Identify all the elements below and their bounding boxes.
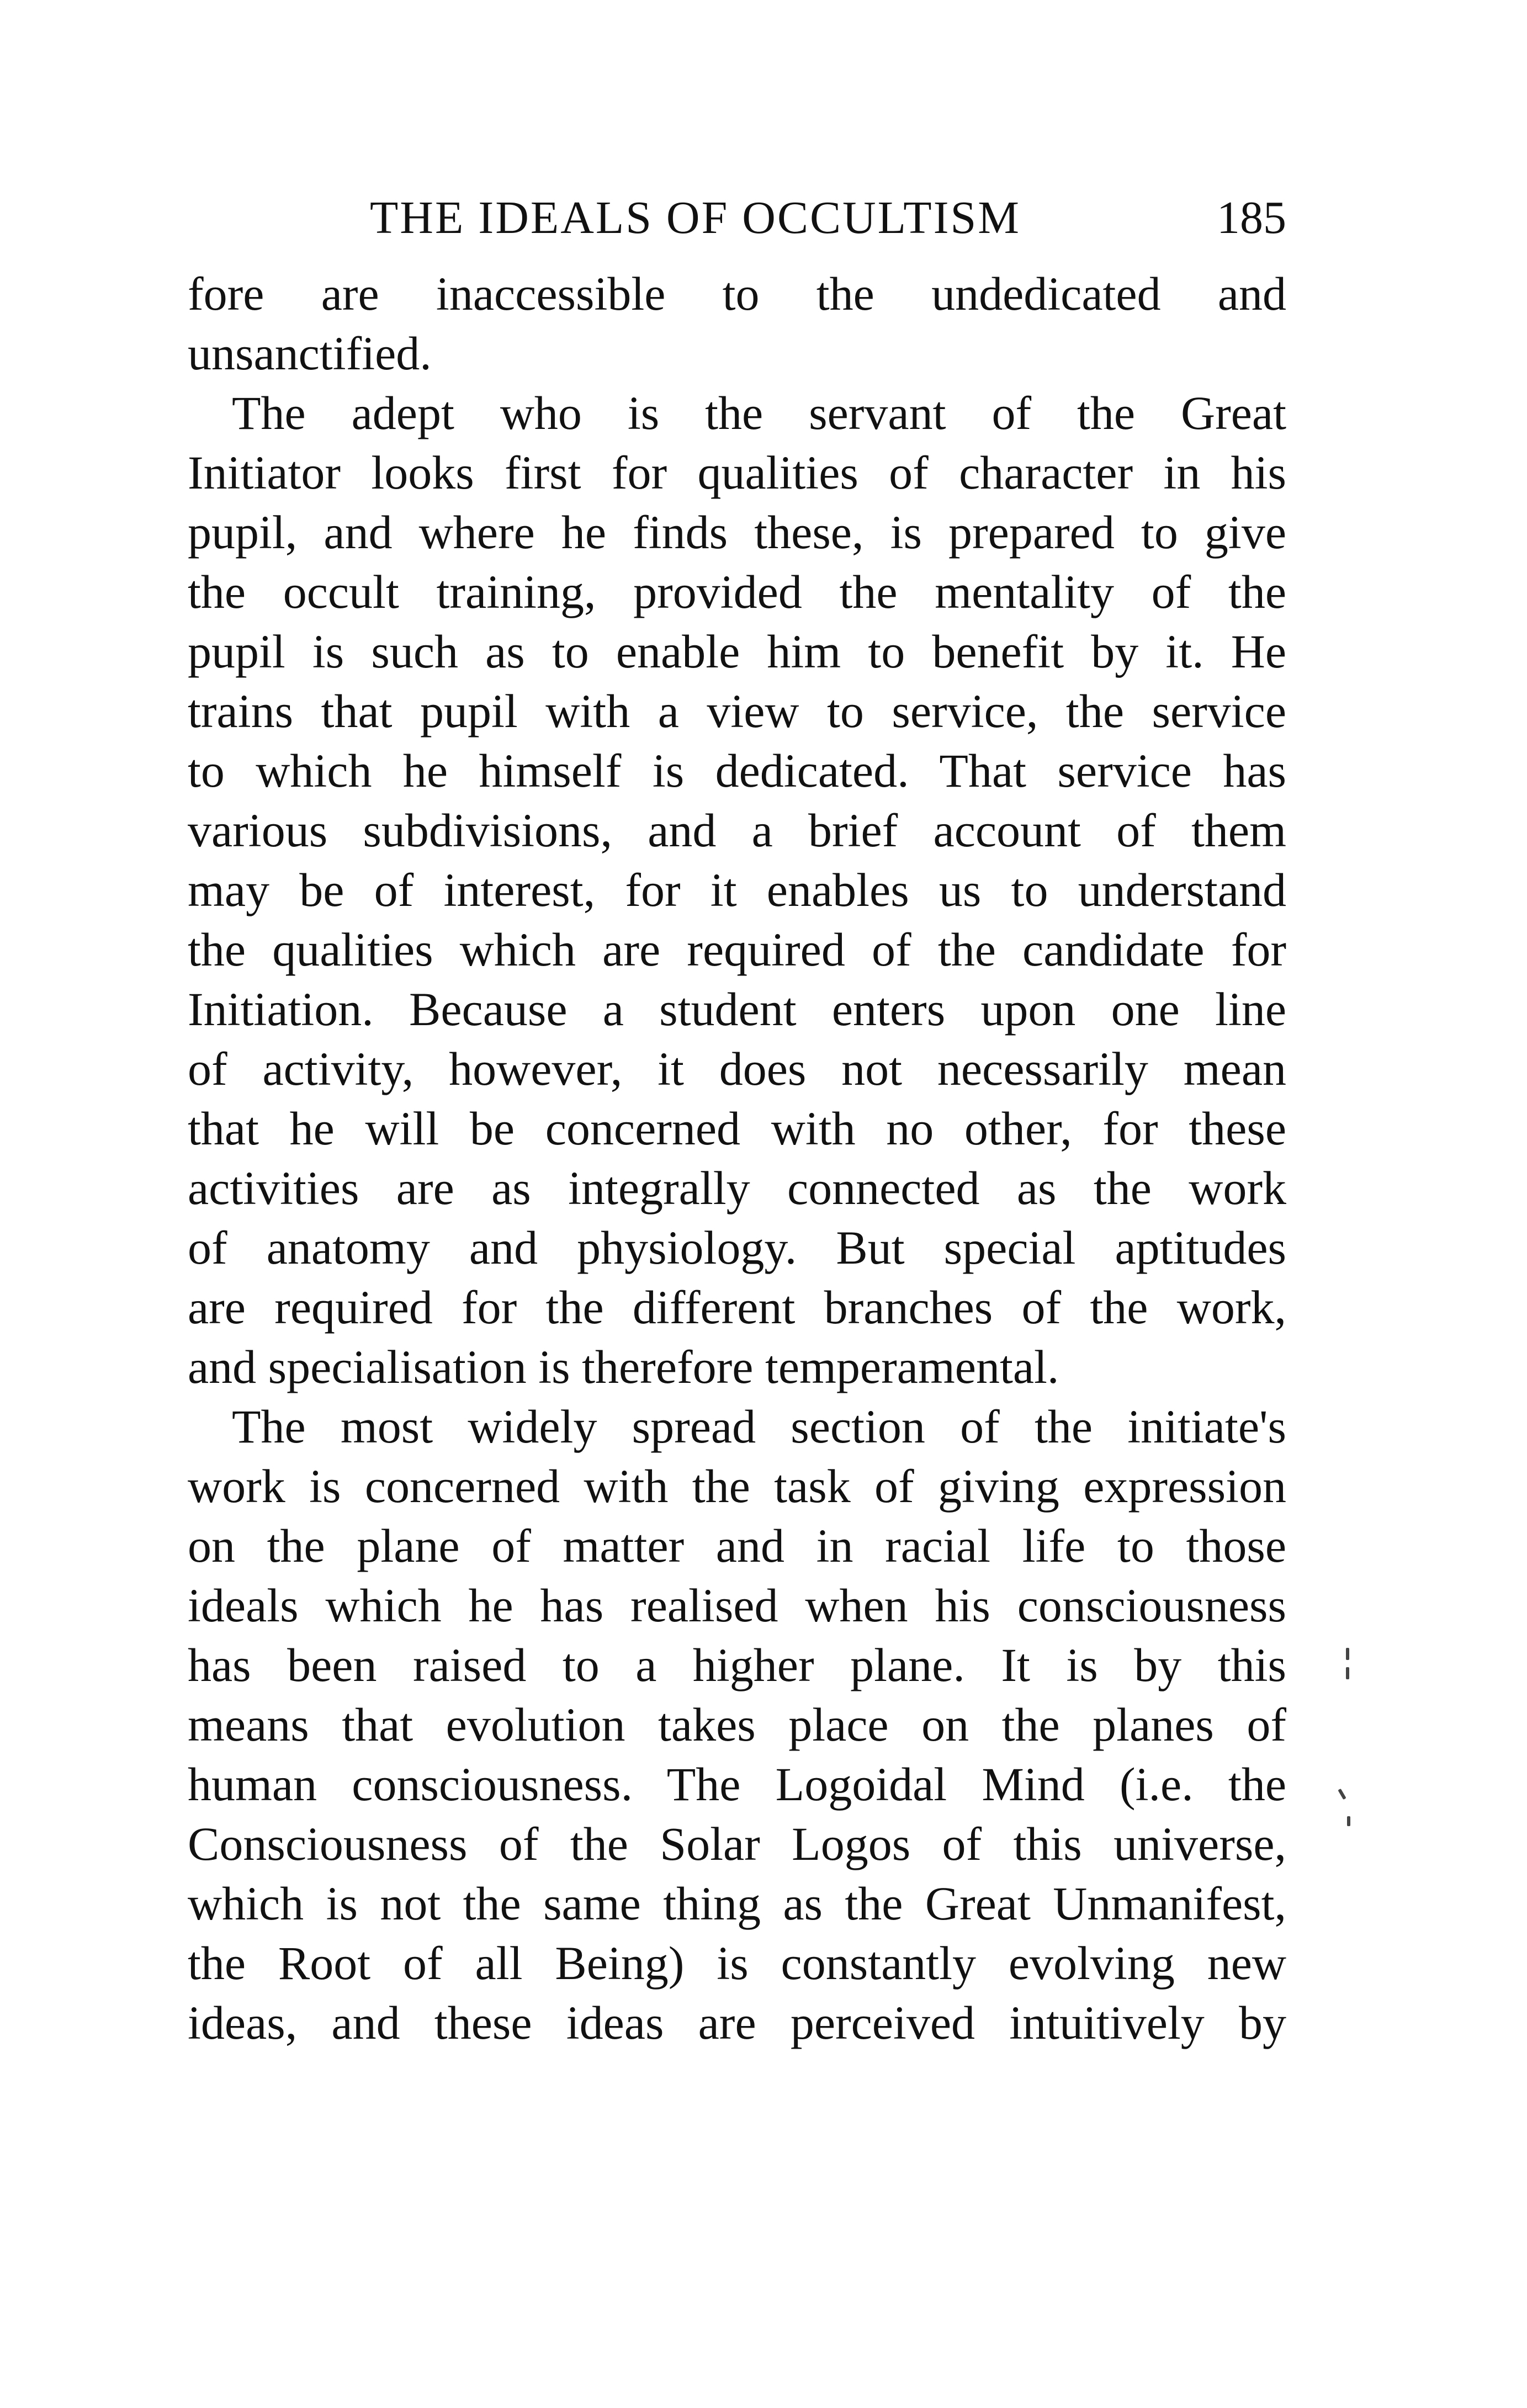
text-line: on the plane of matter and in racial life to those xyxy=(188,1519,1286,1572)
text-line: means that evolution takes place on the planes of xyxy=(188,1698,1286,1751)
text-line: to which he himself is dedicated. That service has xyxy=(188,744,1286,797)
text-line: are required for the different branches of the work, xyxy=(188,1281,1286,1334)
text-line: Consciousness of the Solar Logos of this universe, xyxy=(188,1817,1286,1870)
text-line: The most widely spread section of the initiate's xyxy=(232,1400,1286,1453)
text-line: ideals which he has realised when his consciousness xyxy=(188,1579,1286,1632)
text-line: Initiation. Because a student enters upon one line xyxy=(188,983,1286,1036)
text-line: ideas, and these ideas are perceived intuitively by xyxy=(188,1996,1286,2049)
text-line: may be of interest, for it enables us to understand xyxy=(188,863,1286,916)
body-text xyxy=(188,264,1286,2052)
text-line: pupil is such as to enable him to benefit by it. He xyxy=(188,625,1286,678)
text-line: unsanctified. xyxy=(188,327,432,380)
text-line: various subdivisions, and a brief account of them xyxy=(188,804,1286,857)
margin-speck xyxy=(1346,1667,1349,1679)
margin-speck xyxy=(1346,1648,1349,1660)
text-line: of anatomy and physiology. But special aptitudes xyxy=(188,1221,1286,1274)
text-line: work is concerned with the task of giving expression xyxy=(188,1460,1286,1513)
running-title: THE IDEALS OF OCCULTISM xyxy=(370,192,1021,243)
text-line: that he will be concerned with no other, for these xyxy=(188,1102,1286,1155)
text-line: which is not the same thing as the Great Unmanifest, xyxy=(188,1877,1286,1930)
text-line: trains that pupil with a view to service, the service xyxy=(188,685,1286,738)
margin-speck xyxy=(1347,1816,1350,1826)
text-line: fore are inaccessible to the undedicated and xyxy=(188,267,1286,320)
text-line: the qualities which are required of the candidate for xyxy=(188,923,1286,976)
page-number: 185 xyxy=(1217,192,1286,243)
text-line: of activity, however, it does not necessarily mean xyxy=(188,1042,1286,1095)
text-line: and specialisation is therefore temperamental. xyxy=(188,1340,1059,1393)
text-line: has been raised to a higher plane. It is by this xyxy=(188,1638,1286,1691)
text-line: pupil, and where he finds these, is prepared to give xyxy=(188,506,1286,559)
text-line: Initiator looks first for qualities of character in his xyxy=(188,446,1286,499)
text-line: human consciousness. The Logoidal Mind (i.e. the xyxy=(188,1758,1286,1811)
text-line: the occult training, provided the mentality of the xyxy=(188,565,1286,618)
text-line: The adept who is the servant of the Great xyxy=(232,386,1286,439)
text-line: the Root of all Being) is constantly evolving new xyxy=(188,1937,1286,1990)
page-header xyxy=(188,182,1286,254)
margin-speck xyxy=(1338,1789,1346,1800)
text-line: activities are as integrally connected as the work xyxy=(188,1161,1286,1214)
